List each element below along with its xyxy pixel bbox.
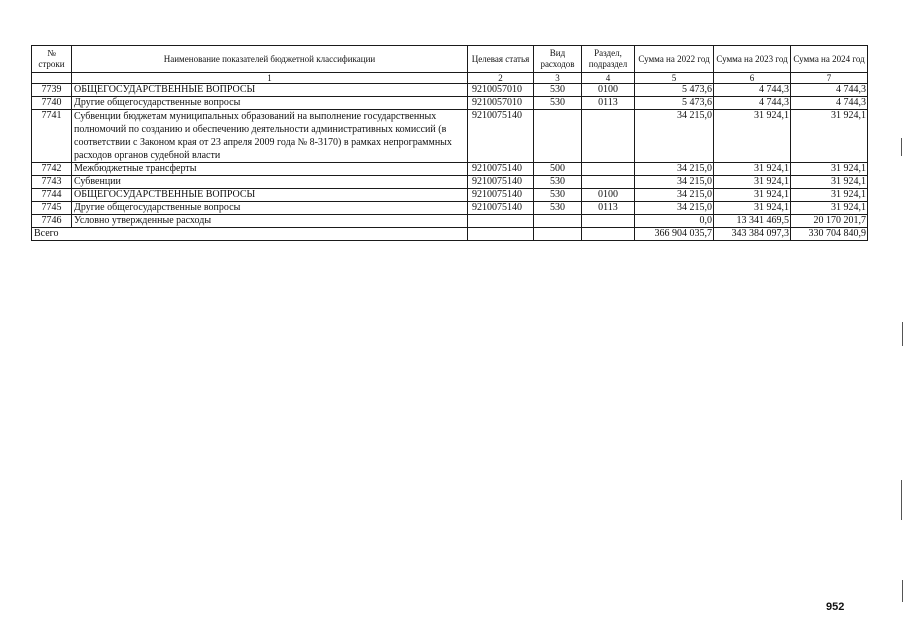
row-expense-type: 500 — [534, 163, 582, 176]
row-sum-2022: 5 473,6 — [635, 84, 714, 97]
row-section: 0100 — [582, 84, 635, 97]
column-number: 3 — [534, 73, 582, 84]
row-sum-2024: 31 924,1 — [791, 163, 868, 176]
row-name: Другие общегосударственные вопросы — [72, 97, 468, 110]
row-expense-type — [534, 110, 582, 163]
column-number-blank — [32, 73, 72, 84]
row-target-article: 9210075140 — [468, 189, 534, 202]
row-name: ОБЩЕГОСУДАРСТВЕННЫЕ ВОПРОСЫ — [72, 189, 468, 202]
row-sum-2023: 31 924,1 — [714, 202, 791, 215]
table-row — [32, 163, 868, 176]
row-section — [582, 163, 635, 176]
row-number: 7741 — [32, 110, 72, 163]
header-sum-2023: Сумма на 2023 год — [714, 46, 791, 73]
scan-artifact-line — [902, 322, 903, 346]
total-empty-cell — [582, 228, 635, 241]
row-number: 7740 — [32, 97, 72, 110]
row-name: Субвенции бюджетам муниципальных образований на выполнение государственных полномочий по созданию и обеспечению деятельности административных комиссий (в соответствии с Законом края от 23 апреля 2009 года № 8-3170) в рамках непрограммных расходов органов судебной власти — [72, 110, 468, 163]
scan-artifact-line — [901, 138, 902, 156]
table-row — [32, 176, 868, 189]
row-name: Условно утвержденные расходы — [72, 215, 468, 228]
header-sum-2024: Сумма на 2024 год — [791, 46, 868, 73]
total-empty-cell — [534, 228, 582, 241]
page-number: 952 — [826, 601, 845, 613]
table-row — [32, 202, 868, 215]
row-section: 0100 — [582, 189, 635, 202]
column-number: 7 — [791, 73, 868, 84]
column-number: 4 — [582, 73, 635, 84]
row-target-article: 9210075140 — [468, 202, 534, 215]
row-number: 7742 — [32, 163, 72, 176]
row-expense-type: 530 — [534, 97, 582, 110]
header-section: Раздел, подраздел — [582, 46, 635, 73]
row-expense-type: 530 — [534, 202, 582, 215]
row-expense-type: 530 — [534, 84, 582, 97]
row-name: Межбюджетные трансферты — [72, 163, 468, 176]
row-sum-2022: 34 215,0 — [635, 163, 714, 176]
table-row — [32, 110, 868, 163]
row-section: 0113 — [582, 202, 635, 215]
row-expense-type: 530 — [534, 189, 582, 202]
row-target-article: 9210075140 — [468, 110, 534, 163]
row-number: 7745 — [32, 202, 72, 215]
row-target-article: 9210075140 — [468, 163, 534, 176]
row-sum-2023: 4 744,3 — [714, 97, 791, 110]
row-name: Субвенции — [72, 176, 468, 189]
row-sum-2023: 31 924,1 — [714, 110, 791, 163]
header-expense-type: Вид расходов — [534, 46, 582, 73]
row-number: 7746 — [32, 215, 72, 228]
row-number: 7739 — [32, 84, 72, 97]
row-sum-2024: 31 924,1 — [791, 176, 868, 189]
row-sum-2024: 20 170 201,7 — [791, 215, 868, 228]
row-sum-2022: 34 215,0 — [635, 202, 714, 215]
row-sum-2022: 34 215,0 — [635, 176, 714, 189]
row-section — [582, 110, 635, 163]
row-name: ОБЩЕГОСУДАРСТВЕННЫЕ ВОПРОСЫ — [72, 84, 468, 97]
row-expense-type — [534, 215, 582, 228]
table-row — [32, 84, 868, 97]
row-sum-2024: 4 744,3 — [791, 97, 868, 110]
row-sum-2024: 31 924,1 — [791, 110, 868, 163]
column-number: 6 — [714, 73, 791, 84]
budget-table — [31, 45, 868, 241]
row-section — [582, 176, 635, 189]
row-sum-2022: 0,0 — [635, 215, 714, 228]
header-target-article: Целевая статья — [468, 46, 534, 73]
row-expense-type: 530 — [534, 176, 582, 189]
table-row — [32, 189, 868, 202]
row-target-article: 9210075140 — [468, 176, 534, 189]
row-sum-2022: 34 215,0 — [635, 110, 714, 163]
table-row — [32, 97, 868, 110]
row-target-article — [468, 215, 534, 228]
row-sum-2022: 34 215,0 — [635, 189, 714, 202]
column-number: 1 — [72, 73, 468, 84]
row-sum-2024: 4 744,3 — [791, 84, 868, 97]
total-sum-2023: 343 384 097,3 — [714, 228, 791, 241]
row-target-article: 9210057010 — [468, 97, 534, 110]
row-sum-2024: 31 924,1 — [791, 202, 868, 215]
row-section: 0113 — [582, 97, 635, 110]
row-sum-2023: 31 924,1 — [714, 189, 791, 202]
total-row — [32, 228, 868, 241]
row-sum-2023: 13 341 469,5 — [714, 215, 791, 228]
scan-artifact-line — [901, 480, 902, 520]
row-sum-2023: 4 744,3 — [714, 84, 791, 97]
row-sum-2022: 5 473,6 — [635, 97, 714, 110]
row-sum-2023: 31 924,1 — [714, 176, 791, 189]
row-target-article: 9210057010 — [468, 84, 534, 97]
total-sum-2024: 330 704 840,9 — [791, 228, 868, 241]
table-row — [32, 215, 868, 228]
header-sum-2022: Сумма на 2022 год — [635, 46, 714, 73]
column-number: 5 — [635, 73, 714, 84]
row-number: 7743 — [32, 176, 72, 189]
header-row-number: № строки — [32, 46, 72, 73]
total-label: Всего — [32, 228, 468, 241]
row-number: 7744 — [32, 189, 72, 202]
row-sum-2023: 31 924,1 — [714, 163, 791, 176]
total-empty-cell — [468, 228, 534, 241]
row-sum-2024: 31 924,1 — [791, 189, 868, 202]
column-numbers-row — [32, 73, 868, 84]
column-number: 2 — [468, 73, 534, 84]
scan-artifact-line — [902, 580, 903, 602]
row-section — [582, 215, 635, 228]
table-header — [32, 46, 868, 84]
header-name: Наименование показателей бюджетной классификации — [72, 46, 468, 73]
total-sum-2022: 366 904 035,7 — [635, 228, 714, 241]
row-name: Другие общегосударственные вопросы — [72, 202, 468, 215]
